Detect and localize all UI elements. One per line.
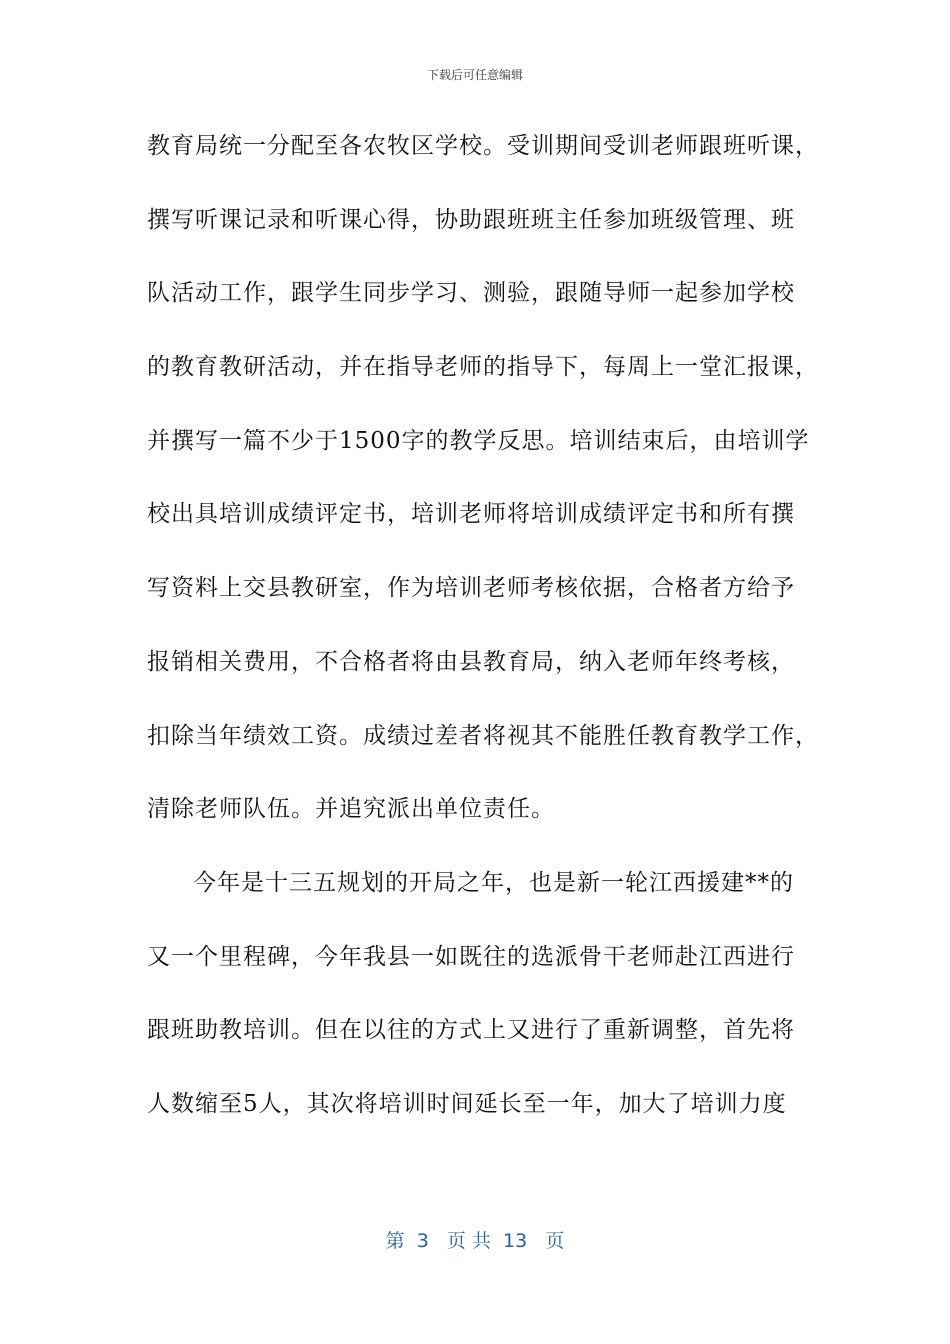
paragraph-1 xyxy=(147,126,819,863)
text-line: 并撰写一篇不少于1500字的教学反思。培训结束后，由培训学 xyxy=(147,427,810,454)
text-line: 写资料上交县教研室，作为培训老师考核依据，合格者方给予 xyxy=(147,575,795,602)
text-line: 人数缩至5人，其次将培训时间延长至一年，加大了培训力度 xyxy=(147,1090,787,1117)
text-line: 的教育教研活动，并在指导老师的指导下，每周上一堂汇报课， xyxy=(147,354,819,381)
text-line: 队活动工作，跟学生同步学习、测验，跟随导师一起参加学校 xyxy=(147,280,795,307)
text-line: 跟班助教培训。但在以往的方式上又进行了重新调整，首先将 xyxy=(147,1017,795,1044)
text-line: 清除老师队伍。并追究派出单位责任。 xyxy=(147,796,555,823)
text-line: 教育局统一分配至各农牧区学校。受训期间受训老师跟班听课， xyxy=(147,133,819,159)
text-line: 校出具培训成绩评定书，培训老师将培训成绩评定书和所有撰 xyxy=(147,501,795,528)
text-line: 又一个里程碑，今年我县一如既往的选派骨干老师赴江西进行 xyxy=(147,943,795,970)
text-line: 扣除当年绩效工资。成绩过差者将视其不能胜任教育教学工作， xyxy=(147,722,819,749)
document-body xyxy=(147,126,819,1158)
paragraph-2 xyxy=(147,863,811,1158)
text-line: 报销相关费用，不合格者将由县教育局，纳入老师年终考核， xyxy=(147,648,795,675)
header-note: 下载后可任意编辑 xyxy=(426,68,523,82)
text-line: 撰写听课记录和听课心得，协助跟班班主任参加班级管理、班 xyxy=(147,206,795,233)
page-number-footer: 第 3 页 共 13 页 xyxy=(385,1230,565,1252)
text-line: 今年是十三五规划的开局之年，也是新一轮江西援建**的 xyxy=(193,869,794,896)
